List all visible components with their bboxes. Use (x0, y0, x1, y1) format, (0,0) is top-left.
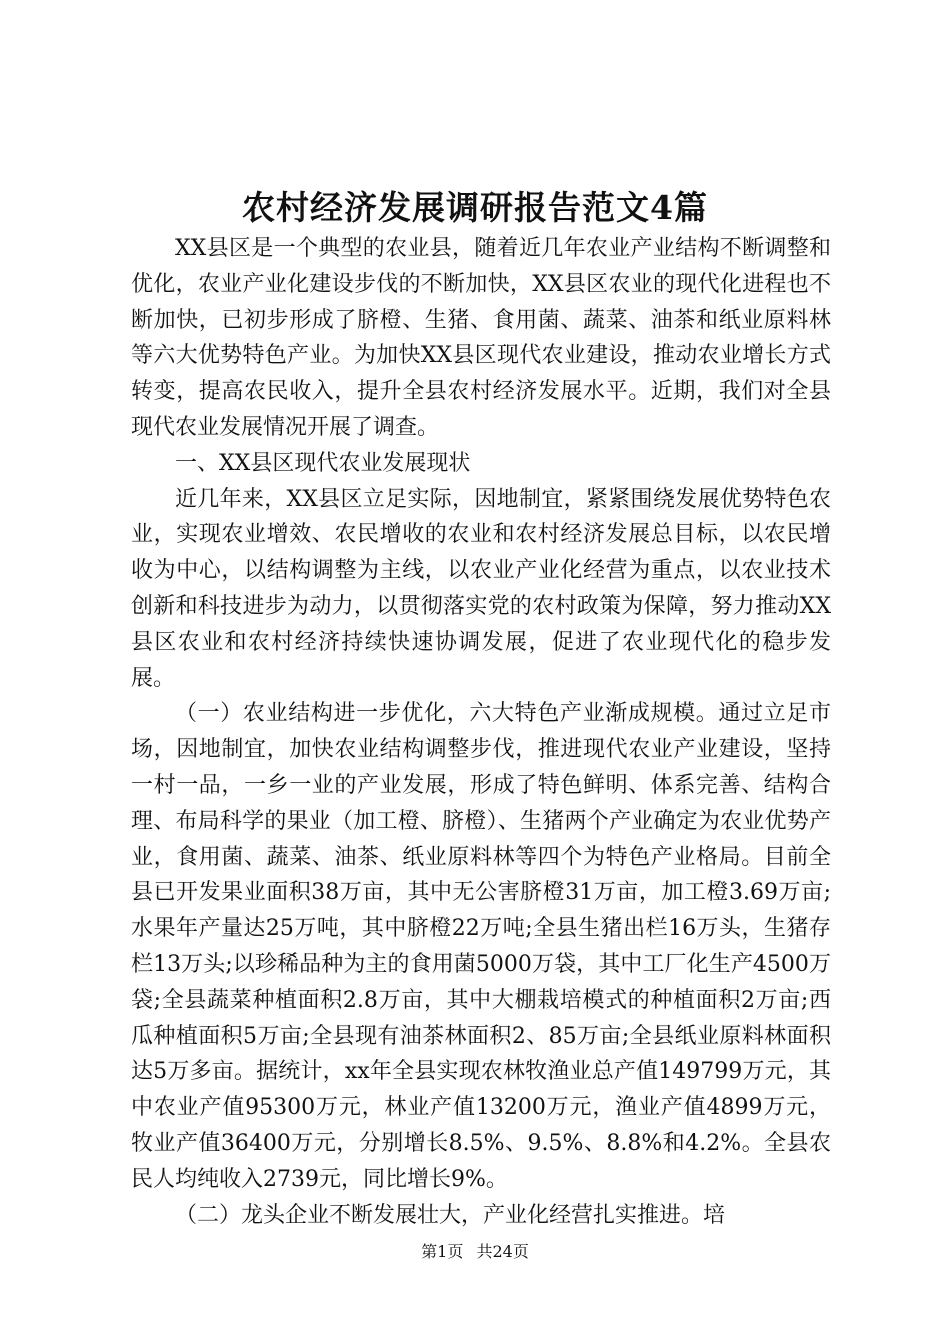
page-footer (0, 1240, 950, 1264)
section-heading-1: 一、XX县区现代农业发展现状 (175, 450, 471, 476)
paragraph-enterprises: （二）龙头企业不断发展壮大，产业化经营扎实推进。培 (175, 1202, 726, 1228)
paragraph-intro: XX县区是一个典型的农业县，随着近几年农业产业结构不断调整和优化，农业产业化建设步伐的不断加快，XX县区农业的现代化进程也不断加快，已初步形成了脐橙、生猪、食用菌、蔬菜、油茶和纸业原料林等六大优势特色产业。为加快XX县区现代农业建设，推动农业增长方式转变，提高农民收入，提升全县农村经济发展水平。近期，我们对全县现代农业发展情况开展了调查。 (131, 236, 831, 440)
paragraph-structure: （一）农业结构进一步优化，六大特色产业渐成规模。通过立足市场，因地制宜，加快农业结构调整步伐，推进现代农业产业建设，坚持一村一品，一乡一业的产业发展，形成了特色鲜明、体系完善、结构合理、布局科学的果业（加工橙、脐橙）、生猪两个产业确定为农业优势产业，食用菌、蔬菜、油茶、纸业原料林等四个为特色产业格局。目前全县已开发果业面积38万亩，其中无公害脐橙31万亩，加工橙3.69万亩;水果年产量达25万吨，其中脐橙22万吨;全县生猪出栏16万头，生猪存栏13万头;以珍稀品种为主的食用菌5000万袋，其中工厂化生产4500万袋;全县蔬菜种植面积2.8万亩，其中大棚栽培模式的种植面积2万亩;西瓜种植面积5万亩;全县现有油茶林面积2、85万亩;全县纸业原料林面积达5万多亩。据统计，xx年全县实现农林牧渔业总产值149799万元，其中农业产值95300万元，林业产值13200万元，渔业产值4899万元，牧业产值36400万元，分别增长8.5%、9.5%、8.8%和4.2%。全县农民人均纯收入2739元，同比增长9%。 (131, 701, 831, 1192)
paragraph-overview: 近几年来，XX县区立足实际，因地制宜，紧紧围绕发展优势特色农业，实现农业增效、农民增收的农业和农村经济发展总目标，以农民增收为中心，以结构调整为主线，以农业产业化经营为重点，以农业技术创新和科技进步为动力，以贯彻落实党的农村政策为保障，努力推动XX县区农业和农村经济持续快速协调发展，促进了农业现代化的稳步发展。 (131, 486, 831, 691)
page-total: 共24页 (476, 1242, 529, 1261)
page-number: 第1页 (421, 1242, 464, 1261)
document-title: 农村经济发展调研报告范文4篇 (242, 188, 708, 227)
document-body (131, 231, 831, 1233)
